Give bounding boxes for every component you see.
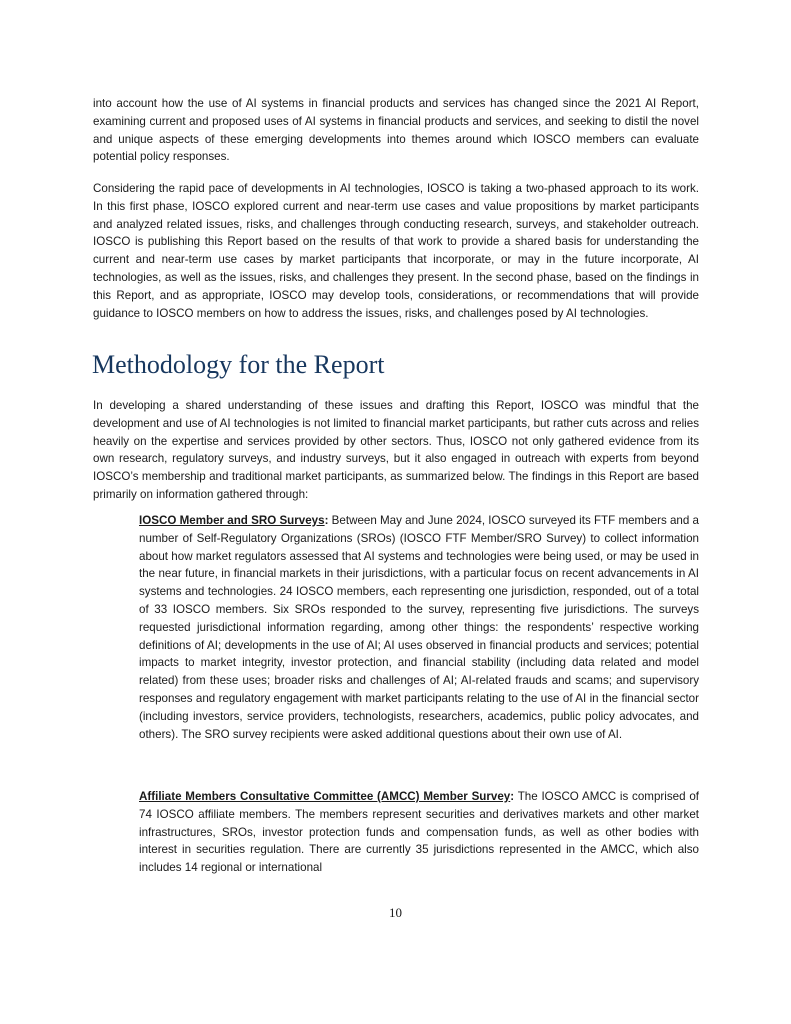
member-sro-survey-body: Between May and June 2024, IOSCO surveyed its FTF members and a number of Self-Regulatory Organizations (SROs) (IOSCO FTF Member/SRO Survey) to collect information about how market regulators assessed that AI systems and technologies were being used, or may be used in the near future, in financial markets in their jurisdictions, with a particular focus on recent advancements in AI systems and technologies. 24 IOSCO members, each representing one jurisdiction, responded, out of a total of 33 IOSCO members. Six SROs responded to the survey, representing five jurisdictions. The surveys requested jurisdictional information regarding, among other things: the respondents’ respective working definitions of AI; developments in the use of AI; AI uses observed in financial products and services; potential impacts to market integrity, investor protection, and financial stability (including data related and model related) from these uses; broader risks and challenges of AI; AI-related frauds and scams; and supervisory responses and regulatory engagement with market participants relating to the use of AI in the financial sector (including investors, service providers, technologists, researchers, academics, public policy advocates, and others). The SRO survey recipients were asked additional questions about their own use of AI. [139, 514, 700, 741]
section-heading: Methodology for the Report [92, 350, 385, 379]
two-phase-paragraph: Considering the rapid pace of developments in AI technologies, IOSCO is taking a two-phased approach to its work. In this first phase, IOSCO explored current and near-term use cases and value propositions by market participants and analyzed related issues, risks, and challenges through conducting research, surveys, and stakeholder outreach. IOSCO is publishing this Report based on the results of that work to provide a shared basis for understanding the current and near-term use cases by market participants that incorporate, or may in the future incorporate, AI technologies, as well as the issues, risks, and challenges they present. In the second phase, based on the findings in this Report, and as appropriate, IOSCO may develop tools, considerations, or recommendations that will provide guidance to IOSCO members on how to address the issues, risks, and challenges posed by AI technologies. [93, 182, 699, 320]
member-sro-survey-colon: : [324, 514, 329, 527]
member-sro-survey-item [139, 512, 699, 743]
amcc-survey-item [139, 788, 699, 877]
amcc-survey-title: Affiliate Members Consultative Committee (AMCC) Member Survey [139, 790, 511, 803]
amcc-survey-body: The IOSCO AMCC is comprised of 74 IOSCO affiliate members. The members represent securities and derivatives markets and other market infrastructures, SROs, investor protection funds and compensation funds, as well as other bodies with interest in securities regulation. There are currently 35 jurisdictions represented in the AMCC, which also includes 14 regional or international [139, 790, 699, 875]
page-number: 10 [389, 905, 402, 920]
member-sro-survey-title: IOSCO Member and SRO Surveys [139, 514, 325, 527]
methodology-paragraph: In developing a shared understanding of these issues and drafting this Report, IOSCO was mindful that the development and use of AI technologies is not limited to financial market participants, but rather cuts across and relies heavily on the expertise and services provided by other sectors. Thus, IOSCO not only gathered evidence from its own research, regulatory surveys, and industry surveys, but it also engaged in outreach with experts from beyond IOSCO’s membership and traditional market participants, as summarized below. The findings in this Report are based primarily on information gathered through: [93, 399, 699, 501]
amcc-survey-colon: : [510, 790, 515, 803]
intro-paragraph: into account how the use of AI systems in financial products and services has changed since the 2021 AI Report, examining current and proposed uses of AI systems in financial products and services, and seeking to distil the novel and unique aspects of these emerging developments into themes around which IOSCO members can evaluate potential policy responses. [93, 97, 699, 164]
